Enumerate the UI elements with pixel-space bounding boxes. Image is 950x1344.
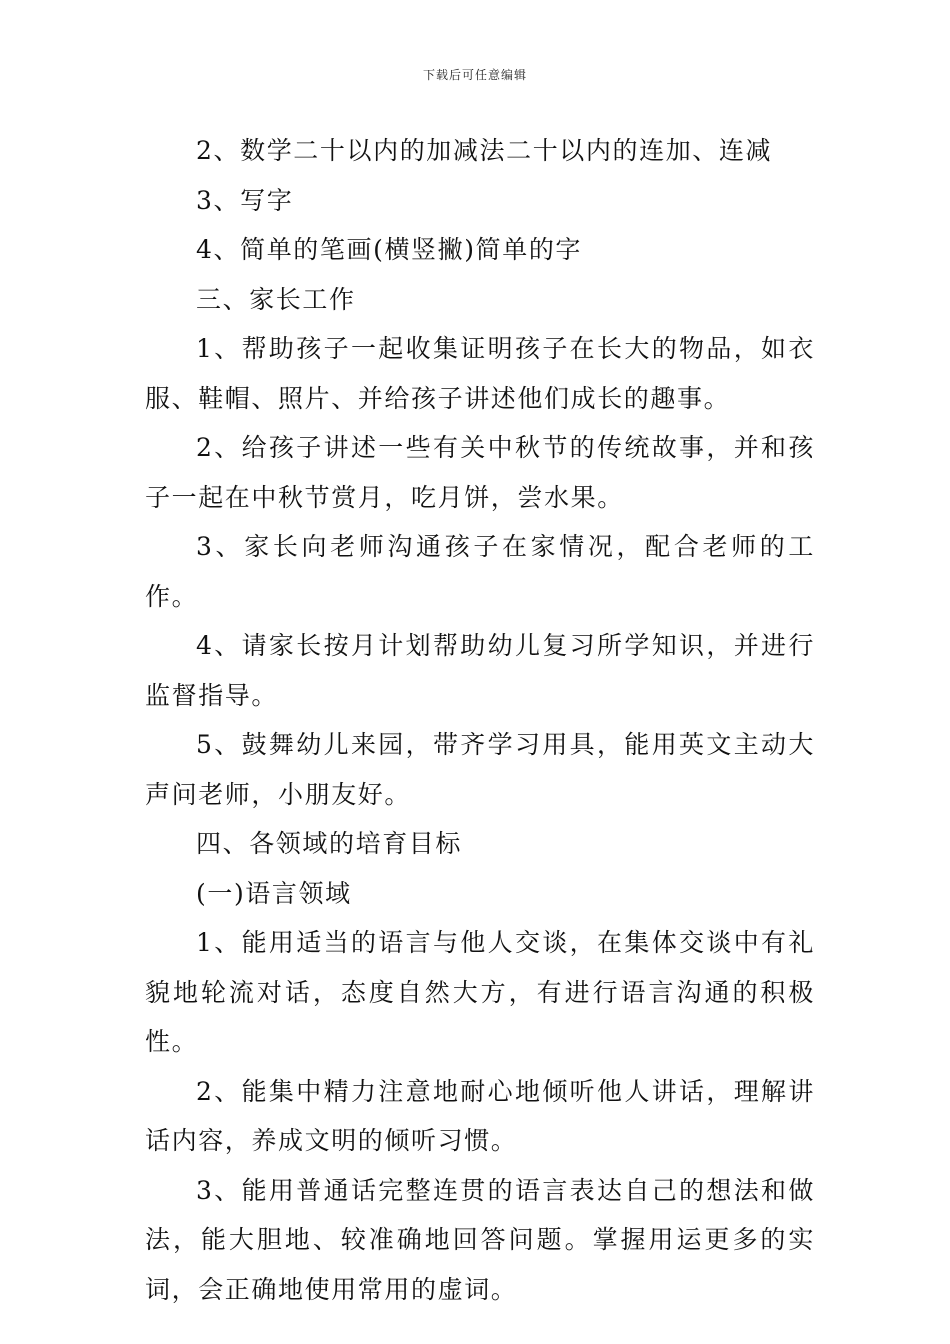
paragraph-parent-5: 5、鼓舞幼儿来园，带齐学习用具，能用英文主动大声问老师，小朋友好。 [145,730,815,809]
document-body [145,126,815,1314]
paragraph-math: 2、数学二十以内的加减法二十以内的连加、连减 [196,136,773,165]
paragraph-parent-1: 1、帮助孩子一起收集证明孩子在长大的物品，如衣服、鞋帽、照片、并给孩子讲述他们成长的趣事。 [145,334,815,413]
subsection-heading-language: (一)语言领域 [196,878,352,908]
paragraph-parent-3: 3、家长向老师沟通孩子在家情况，配合老师的工作。 [145,532,815,611]
section-heading-parent-work: 三、家长工作 [196,284,356,314]
paragraph-strokes: 4、简单的笔画(横竖撇)简单的字 [196,235,583,264]
paragraph-writing: 3、写字 [196,185,294,215]
paragraph-parent-2: 2、给孩子讲述一些有关中秋节的传统故事，并和孩子一起在中秋节赏月，吃月饼，尝水果。 [145,433,815,512]
header-note: 下载后可任意编辑 [422,68,527,82]
paragraph-language-3: 3、能用普通话完整连贯的语言表达自己的想法和做法，能大胆地、较准确地回答问题。掌握用运更多的实词，会正确地使用常用的虚词。 [145,1175,815,1304]
paragraph-parent-4: 4、请家长按月计划帮助幼儿复习所学知识，并进行监督指导。 [145,631,815,710]
paragraph-language-1: 1、能用适当的语言与他人交谈，在集体交谈中有礼貌地轮流对话，态度自然大方，有进行语言沟通的积极性。 [145,928,815,1056]
section-heading-domain-goals: 四、各领域的培育目标 [196,829,463,858]
paragraph-language-2: 2、能集中精力注意地耐心地倾听他人讲话，理解讲话内容，养成文明的倾听习惯。 [145,1076,815,1155]
